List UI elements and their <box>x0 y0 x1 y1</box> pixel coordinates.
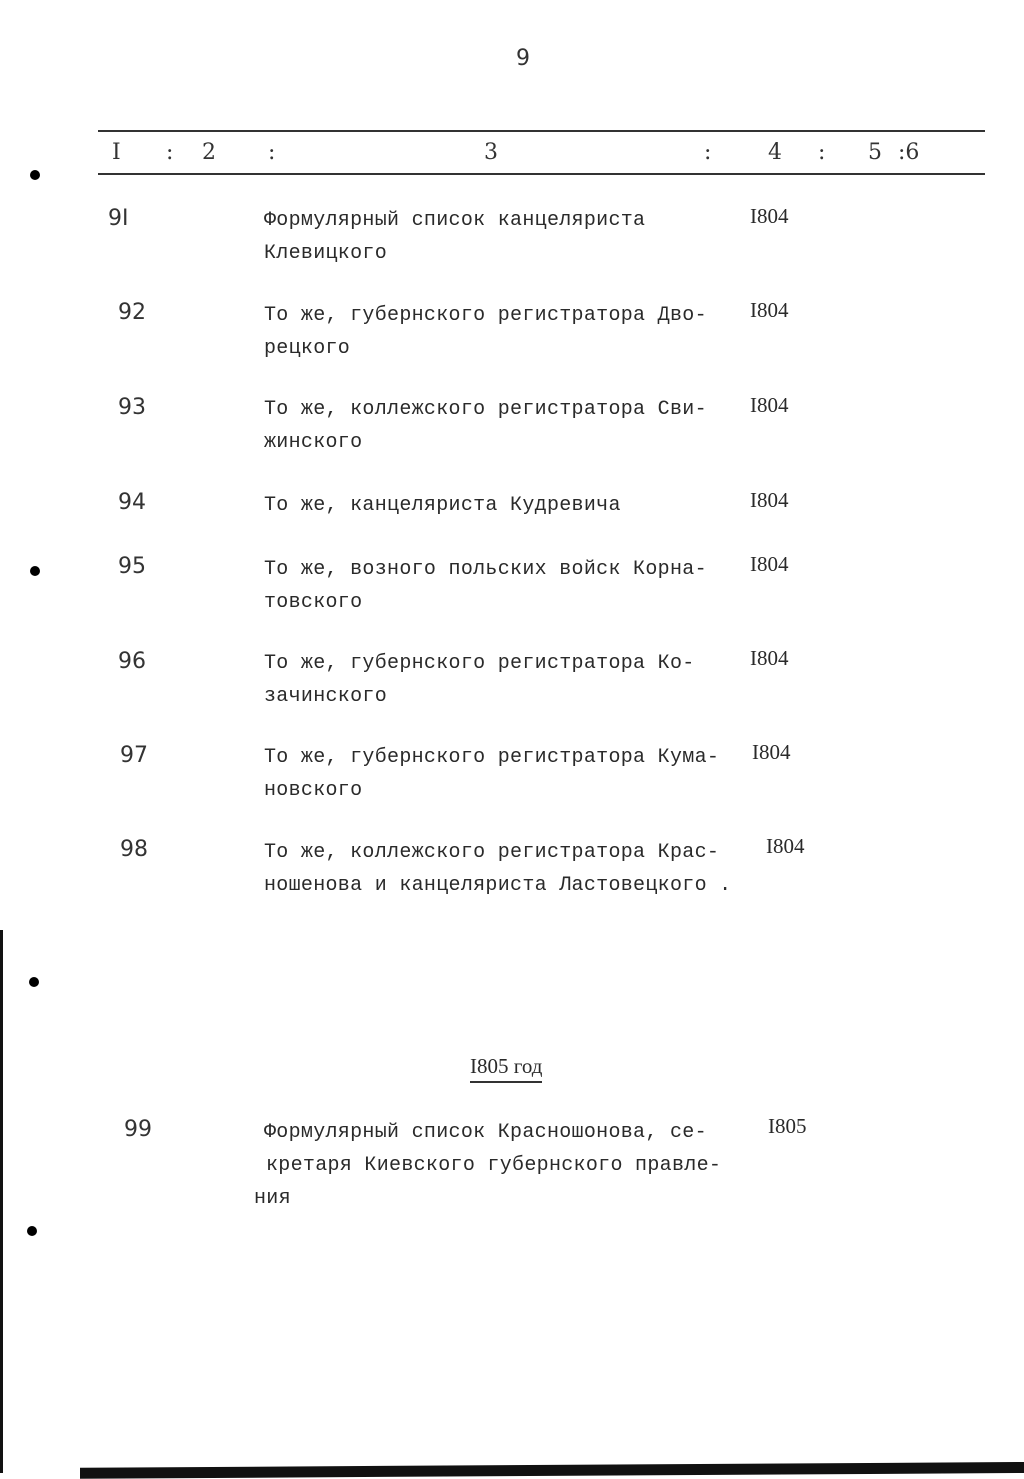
entry-number: 93 <box>118 395 146 420</box>
entry-description: То же, коллежского регистратора Сви- жинского <box>264 398 707 454</box>
page-number: 9 <box>516 46 530 71</box>
entry-year: I804 <box>750 488 789 512</box>
entry-number: 9I <box>108 206 129 231</box>
col-sep: : <box>818 140 826 165</box>
entry-year: I804 <box>752 740 791 764</box>
entry-year: I804 <box>750 298 789 322</box>
punch-hole-mark <box>30 566 40 576</box>
col-1-header: I <box>112 140 121 165</box>
entry-year: I805 <box>768 1114 807 1138</box>
col-3-header: 3 <box>484 140 498 165</box>
col-5-header: 5 <box>868 140 882 165</box>
entry-year: I804 <box>750 646 789 670</box>
entry-year: I804 <box>750 393 789 417</box>
entry-description: То же, возного польских войск Корна- товского <box>264 558 707 614</box>
entry-description: То же, коллежского регистратора Крас- ношенова и канцеляриста Ластовецкого . <box>264 841 732 897</box>
entry-number: 92 <box>118 300 146 325</box>
col-sep: : <box>268 140 276 165</box>
entry-number: 99 <box>124 1117 152 1142</box>
entry-description: То же, губернского регистратора Кума- новского <box>264 746 720 802</box>
entry-description: То же, губернского регистратора Ко- зачинского <box>264 652 695 708</box>
punch-hole-mark <box>30 170 40 180</box>
scan-edge-bottom <box>80 1462 1024 1479</box>
punch-hole-mark <box>29 977 39 987</box>
header-rule-bottom <box>98 173 985 175</box>
entry-number: 95 <box>118 554 146 579</box>
entry-description: Формулярный список канцеляриста Клевицкого <box>264 209 646 265</box>
entry-description: То же, губернского регистратора Дво- рецкого <box>264 304 707 360</box>
entry-number: 98 <box>120 837 148 862</box>
entry-description: То же, канцеляриста Кудревича <box>264 494 621 517</box>
section-heading-1805: I805 год <box>470 1054 542 1083</box>
entry-year: I804 <box>766 834 805 858</box>
punch-hole-mark <box>27 1226 37 1236</box>
header-rule-top <box>98 130 985 132</box>
entry-year: I804 <box>750 552 789 576</box>
col-sep: : <box>704 140 712 165</box>
col-4-header: 4 <box>768 140 782 165</box>
entry-number: 94 <box>118 490 146 515</box>
entry-number: 96 <box>118 649 146 674</box>
scan-edge-left <box>0 930 3 1473</box>
col-sep: : <box>166 140 174 165</box>
entry-description: Формулярный список Красношонова, се- кретаря Киевского губернского правле- ния <box>254 1121 722 1210</box>
col-2-header: 2 <box>202 140 216 165</box>
entry-year: I804 <box>750 204 789 228</box>
col-6-header: :6 <box>898 140 920 165</box>
entry-number: 97 <box>120 743 148 768</box>
